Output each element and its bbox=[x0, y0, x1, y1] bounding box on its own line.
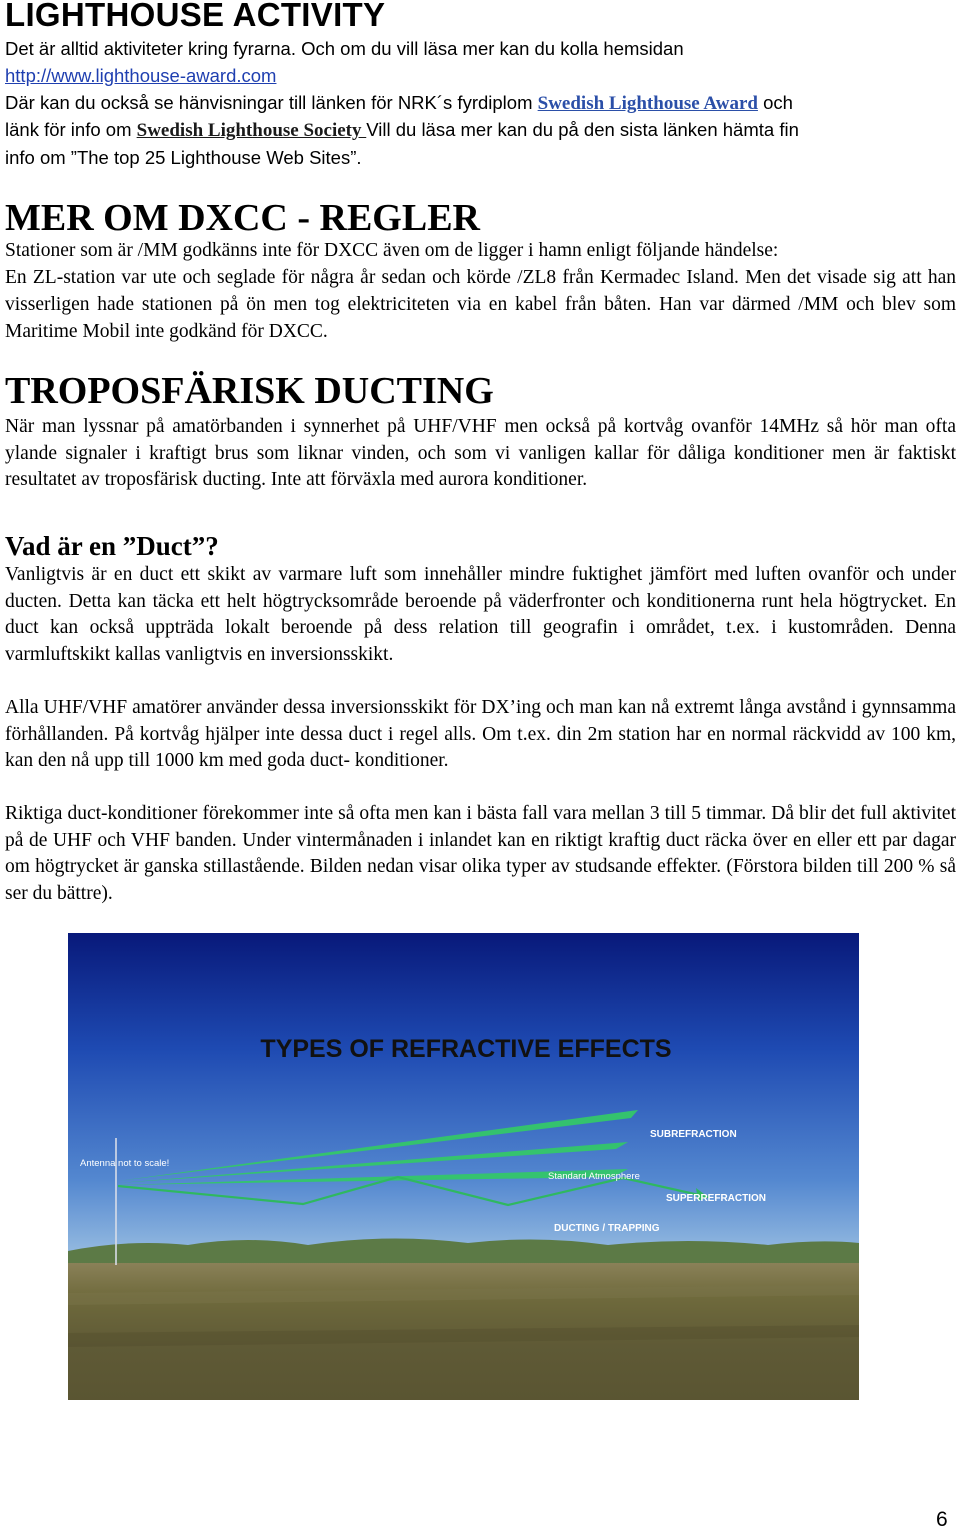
duct-paragraph-3: Riktiga duct-konditioner förekommer inte så ofta men kan i bästa fall vara mellan 3 till 5 timmar. Då blir det full aktivitet på de UHF och VHF banden. Under vintermånaden i inlandet kan en riktigt kraftig duct räcka över en eller ett par dagar om högtrycket är ganska stillastående. Bilden nedan visar olika typer av studsande effekter. (Förstora bilden till 200 % så ser du bättre). bbox=[5, 802, 956, 905]
ducting-paragraph bbox=[5, 414, 956, 494]
label-subrefraction: SUBREFRACTION bbox=[650, 1129, 737, 1140]
heading-what-is-duct: Vad är en ”Duct”? bbox=[5, 531, 219, 561]
refractive-effects-image bbox=[68, 933, 859, 1400]
label-ducting: DUCTING / TRAPPING bbox=[554, 1223, 660, 1234]
label-standard-atmosphere: Standard Atmosphere bbox=[548, 1171, 640, 1182]
lighthouse-line-4-text: länk för info om bbox=[5, 119, 137, 141]
lighthouse-line-5: info om ”The top 25 Lighthouse Web Sites”. bbox=[5, 147, 362, 169]
duct-paragraph-1: Vanligtvis är en duct ett skikt av varmare luft som innehåller mindre fuktighet jämfört med luften ovanför och under ducten. Detta kan täcka ett helt högtrycksområde beroende på väderfronter och konditionerna runt hela högtrycket. En duct kan också uppträda lokalt beroende på dess relation till geografin i området, t.ex. i kustområden. Denna varmluftskikt kallas vanligtvis en inversionsskikt. bbox=[5, 564, 956, 666]
lighthouse-line-3-text: Där kan du också se hänvisningar till länken för NRK´s fyrdiplom bbox=[5, 91, 538, 113]
heading-lighthouse-activity: LIGHTHOUSE ACTIVITY bbox=[5, 0, 386, 33]
ducting-body: När man lyssnar på amatörbanden i synnerhet på UHF/VHF men också på kortvåg ovanför 14MHz så hör man ofta ylande signaler i kraftigt brus som liknar vinden, och som vi vanligen kallar för dåliga konditioner men är faktiskt resultatet av troposfärisk ducting. Inte att förväxla med aurora konditioner. bbox=[5, 416, 956, 490]
lighthouse-paragraph bbox=[5, 36, 956, 172]
lighthouse-line-1: Det är alltid aktiviteter kring fyrarna. Och om du vill läsa mer kan du kolla hemsidan bbox=[5, 38, 684, 59]
figure-title: TYPES OF REFRACTIVE EFFECTS bbox=[260, 1035, 672, 1063]
swedish-lighthouse-award-link[interactable]: Swedish Lighthouse Award bbox=[537, 92, 758, 114]
dxcc-body: En ZL-station var ute och seglade för några år sedan och körde /ZL8 från Kermadec Island. Men det visade sig att han visserligen hade stationen på ön men tog elektriciteten via en kabel från båten. Han var därmed /MM och blev som Maritime Mobil inte godkänd för DXCC. bbox=[5, 267, 956, 342]
swedish-lighthouse-society-link[interactable]: Swedish Lighthouse Society bbox=[136, 120, 367, 142]
antenna-note: Antenna not to scale! bbox=[80, 1158, 170, 1169]
duct-paragraph-2: Alla UHF/VHF amatörer använder dessa inversionsskikt för DX’ing och man kan nå extremt långa avstånd i gynnsamma förhållanden. På kortvåg hjälper inte dessa duct i regel alls. Om t.ex. din 2m station har en normal räckvidd av 100 km, kan den nå upp till 1000 km med goda duct- konditioner. bbox=[5, 696, 956, 772]
page-number: 6 bbox=[936, 1508, 948, 1531]
sky-background bbox=[68, 933, 859, 1263]
heading-tropospheric-ducting: TROPOSFÄRISK DUCTING bbox=[5, 370, 494, 412]
lighthouse-line-3-end: och bbox=[757, 91, 793, 113]
lighthouse-line-4-end: Vill du läsa mer kan du på den sista länken hämta fin bbox=[366, 119, 799, 141]
duct-paragraphs bbox=[5, 562, 956, 908]
dxcc-paragraph bbox=[5, 237, 956, 345]
lighthouse-award-url-link[interactable]: http://www.lighthouse-award.com bbox=[5, 64, 277, 86]
label-superrefraction: SUPERREFRACTION bbox=[666, 1193, 767, 1204]
heading-dxcc-rules: MER OM DXCC - REGLER bbox=[5, 197, 480, 239]
dxcc-line-1: Stationer som är /MM godkänns inte för DXCC även om de ligger i hamn enligt följande händelse: bbox=[5, 240, 779, 261]
